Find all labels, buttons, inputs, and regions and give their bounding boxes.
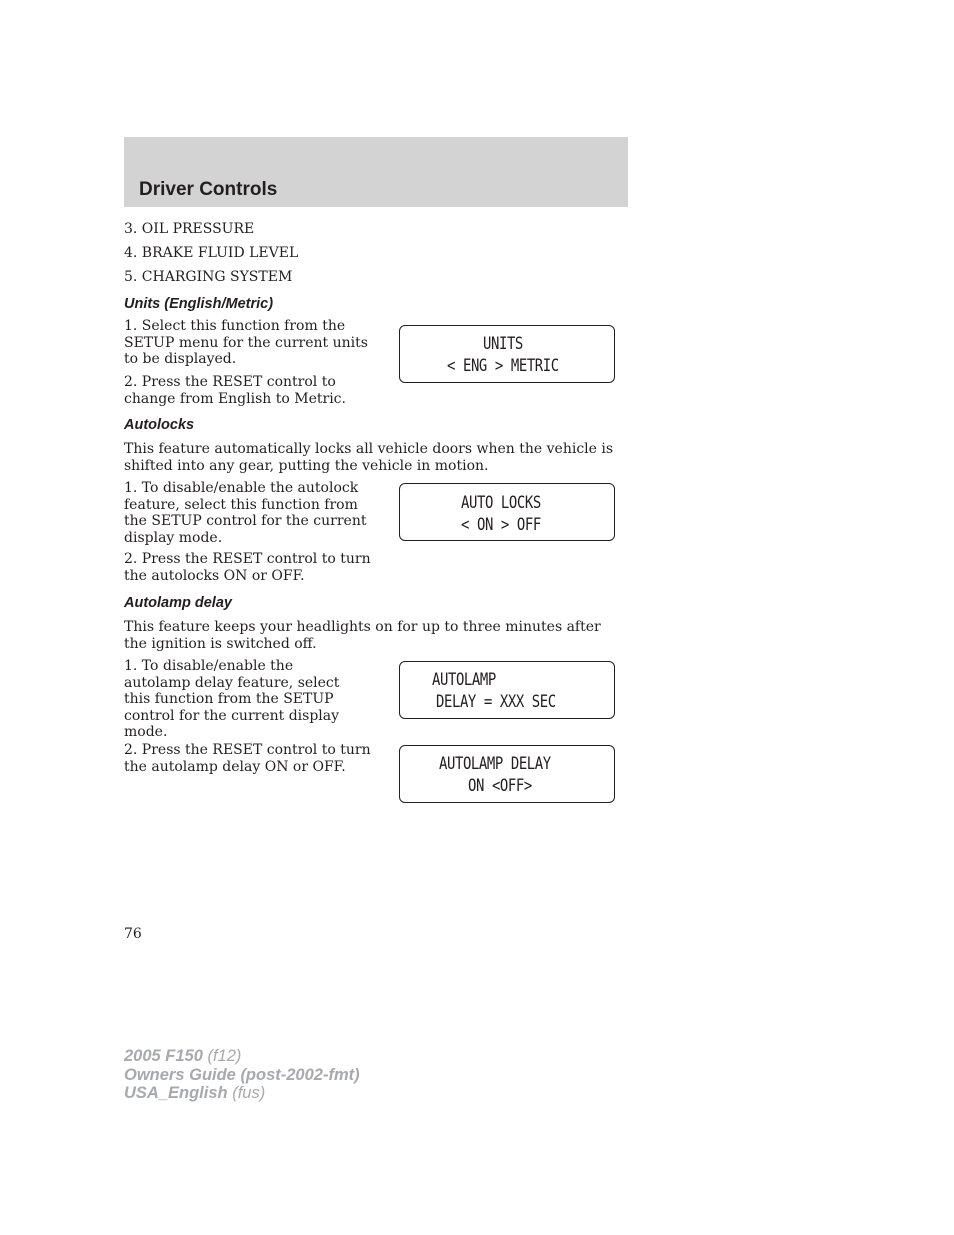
autolocks-heading: Autolocks xyxy=(124,417,195,433)
footer-guide: Owners Guide (post-2002-fmt) xyxy=(124,1065,360,1084)
autolamp-display-delay-line-1: AUTOLAMP xyxy=(432,670,496,690)
autolamp-intro: This feature keeps your headlights on for up to three minutes after the ignition is switched off. xyxy=(124,619,601,652)
autolamp-display-onoff-line-2: ON <OFF> xyxy=(468,776,532,796)
units-step-1: 1. Select this function from the SETUP menu for the current units to be displayed. xyxy=(124,318,368,367)
autolamp-display-onoff-line-1: AUTOLAMP DELAY xyxy=(439,754,551,774)
autolamp-step-2: 2. Press the RESET control to turn the autolamp delay ON or OFF. xyxy=(124,742,371,775)
autolocks-intro: This feature automatically locks all vehicle doors when the vehicle is shifted into any gear, putting the vehicle in motion. xyxy=(124,441,614,474)
autolocks-display-line-2: < ON > OFF xyxy=(461,515,541,535)
autolocks-display xyxy=(399,483,615,541)
list-item-oil-pressure: 3. OIL PRESSURE xyxy=(124,221,255,237)
units-display-line-1: UNITS xyxy=(483,334,523,354)
units-heading: Units (English/Metric) xyxy=(124,296,274,312)
autolamp-heading: Autolamp delay xyxy=(124,595,232,611)
footer-locale: USA_English xyxy=(124,1084,228,1102)
autolocks-step-2: 2. Press the RESET control to turn the autolocks ON or OFF. xyxy=(124,551,371,584)
autolamp-display-onoff xyxy=(399,745,615,803)
autolamp-display-delay-line-2: DELAY = XXX SEC xyxy=(436,692,556,712)
units-display-line-2: < ENG > METRIC xyxy=(447,356,559,376)
footer-locale-code: (fus) xyxy=(232,1084,266,1102)
list-item-charging-system: 5. CHARGING SYSTEM xyxy=(124,269,293,285)
autolocks-display-line-1: AUTO LOCKS xyxy=(461,493,541,513)
footer-model-line xyxy=(124,1047,360,1066)
units-step-2: 2. Press the RESET control to change from English to Metric. xyxy=(124,374,346,407)
footer-locale-line xyxy=(124,1084,360,1103)
section-header-band xyxy=(124,137,628,207)
page-number: 76 xyxy=(124,926,142,942)
document-footer xyxy=(124,1047,360,1103)
footer-model-code: (f12) xyxy=(207,1047,242,1065)
autolamp-step-1: 1. To disable/enable the autolamp delay feature, select this function from the SETUP control for the current display mode. xyxy=(124,658,340,740)
footer-model: 2005 F150 xyxy=(124,1047,203,1065)
units-display xyxy=(399,325,615,383)
autolamp-display-delay xyxy=(399,661,615,719)
autolocks-step-1: 1. To disable/enable the autolock feature, select this function from the SETUP control for the current display mode. xyxy=(124,480,367,546)
section-title: Driver Controls xyxy=(139,179,278,200)
list-item-brake-fluid: 4. BRAKE FLUID LEVEL xyxy=(124,245,299,261)
